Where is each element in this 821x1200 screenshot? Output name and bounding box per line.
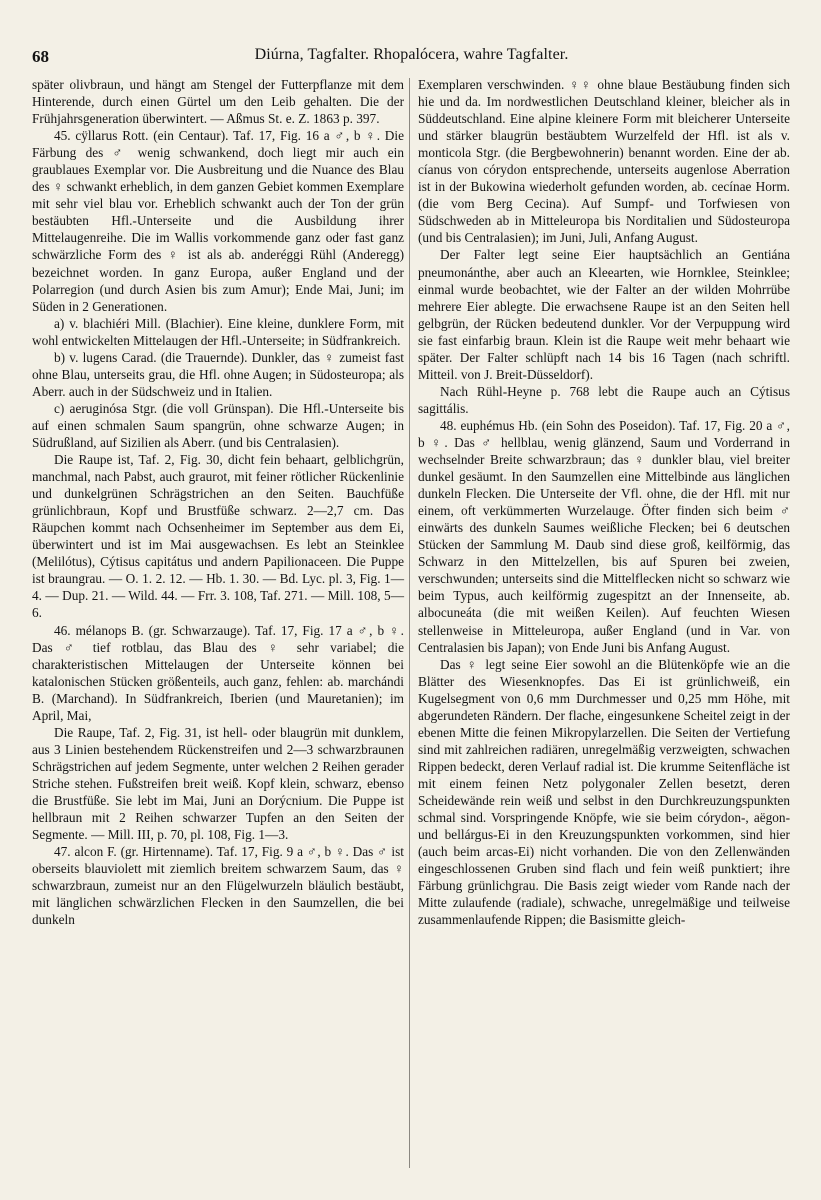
column-divider (409, 78, 410, 1168)
species-entry-melanops: 46. mélanops B. (gr. Schwarzauge). Taf. 17, Fig. 17 a ♂, b ♀. Das ♂ tief rotblau, das Blau des ♀ sehr variabel; die charakteristischen Mittelaugen der Unterseite können bei katalonischen Stücken größenteils, auch ganz, fehlen: ab. marchándi B. (Marchand). In Südfrankreich, Iberien (und Mauretanien); im April, Mai, (32, 622, 404, 723)
paragraph: später olivbraun, und hängt am Stengel der Futterpflanze mit dem Hinterende, durch einen Gürtel um den Leib gehalten. Die der Frühjahrsgeneration überwintert. — Aßmus St. e. Z. 1863 p. 397. (32, 77, 404, 127)
left-column (32, 76, 404, 928)
variety-entry-aeruginosa: c) aeruginósa Stgr. (die voll Grünspan). Die Hfl.-Unterseite bis auf einen schmalen Saum spangrün, ohne schwarze Augen; in Südrußland, auf Sizilien als Aberr. (und bis Centralasien). (32, 400, 404, 450)
running-head: Diúrna, Tagfalter. Rhopalócera, wahre Tagfalter. (254, 46, 569, 63)
paragraph: Nach Rühl-Heyne p. 768 lebt die Raupe auch an Cýtisus sagittális. (418, 383, 790, 416)
species-entry-cyllarus: 45. cÿllarus Rott. (ein Centaur). Taf. 17, Fig. 16 a ♂, b ♀. Die Färbung des ♂ wenig schwankend, doch liegt mir auch ein graublaues Exemplar vor. Die Ausbreitung und die Nuance des Blau des ♀ schwankt erheblich, in dem ganzen Gebiet kommen Exemplare mit sehr viel blau vor. Erheblich schwankt auch der Ton der grün bestäubten Hfl.-Unterseite und die Ausbildung ihrer Mittelaugenreihe. Die im Wallis vorkommende ganz oder fast ganz schwärzliche Form des ♀ ist als ab. anderéggi Rühl (Anderegg) bezeichnet worden. In ganz Europa, außer England und der Polarregion (und durch Asien bis zum Amur); Ende Mai, Juni; im Süden in 2 Generationen. (32, 128, 404, 314)
variety-entry-lugens: b) v. lugens Carad. (die Trauernde). Dunkler, das ♀ zumeist fast ohne Blau, unterseits grau, die Hfl. ohne Augen; in Südosteuropa; als Aberr. auch in der Südschweiz und in Italien. (32, 349, 404, 399)
egg-description: Das ♀ legt seine Eier sowohl an die Blütenköpfe wie an die Blätter des Wiesenknopfes. Das Ei ist grünlichweiß, ein Kugelsegment von 0,6 mm Durchmesser und 0,25 mm Höhe, mit abgerundeten Rändern. Der flache, eingesunkene Scheitel zeigt in der ebenen Mitte die feinen Mikropylarzellen. Die Seiten der Vertiefung sind mit zahlreichen radiären, unregelmäßig verzweigten, schwachen Rippen bedeckt, deren Verlauf radial ist. Die krumme Seitenfläche ist mit einem feinen Netz polygonaler Zellen besetzt, deren Scheidewände rein weiß und selbst in den Durchkreuzungspunkten schmal sind. Vorspringende Knöpfe, wie sie beim córydon-, aëgon- und bellárgus-Ei in den Kreuzungspunkten vorkommen, sind hier (auch beim arcas-Ei) nicht vorhanden. Die von den Zellenwänden eingeschlossenen Gruben sind flach und fein weiß punktiert; ihre Färbung grünlichgrau. Die Basis zeigt wieder vom Rande nach der Mitte zulaufende (radiale), schwache, unregelmäßige und teilweise zusammenlaufende Rippen; die Basismitte gleich- (418, 656, 790, 928)
larva-description: Die Raupe ist, Taf. 2, Fig. 30, dicht fein behaart, gelblichgrün, manchmal, nach Pabst, auch graurot, mit feiner rötlicher Rückenlinie und dunkelgrünen Schrägstrichen an den Seiten. Bauchfüße grünlichbraun, Kopf und Brustfüße schwarz. 2—2,7 cm. Das Räupchen kommt nach Ochsenheimer im September aus dem Ei, überwintert und ist im Mai ausgewachsen. Es lebt an Steinklee (Melilótus), Cýtisus capitátus und andern Papilionaceen. Die Puppe ist braungrau. — O. 1. 2. 12. — Hb. 1. 30. — Bd. Lyc. pl. 3, Fig. 1—4. — Dup. 21. — Wild. 44. — Frr. 3. 108, Taf. 271. — Mill. 108, 5—6. (32, 452, 404, 621)
species-entry-alcon: 47. alcon F. (gr. Hirtenname). Taf. 17, Fig. 9 a ♂, b ♀. Das ♂ ist oberseits blauviolett mit ziemlich breitem schwarzem Saum, das ♀ schwarzbraun, zumeist nur an den Flügelwurzeln bläulich bestäubt, mit länglichen schwärzlichen Flecken in den Saumzellen, die bei dunkeln (32, 844, 404, 928)
paragraph: Der Falter legt seine Eier hauptsächlich an Gentiána pneumonánthe, aber auch an Kleearten, wie Hornklee, Steinklee; einmal wurde beobachtet, wie der Falter an der wilden Mohrrübe mehrere Eier ablegte. Die erwachsene Raupe ist an den Seiten hell gelbgrün, der Rücken bedeutend dunkler. Vor der Verpuppung wird sie fast einfarbig braun. Klein ist die Raupe weit mehr behaart wie später. Der Falter schlüpft nach 14 bis 16 Tagen (nach schriftl. Mitteil. von J. Breit-Düsseldorf). (418, 247, 790, 382)
larva-description: Die Raupe, Taf. 2, Fig. 31, ist hell- oder blaugrün mit dunklem, aus 3 Linien bestehendem Rückenstreifen und 2—3 schwarzbraunen Schrägstrichen auf jedem Segmente, unter welchen 2 Reihen gerader Striche stehen. Fußstreifen breit weiß. Kopf klein, schwarz, ebenso die Brustfüße. Sie lebt im Mai, Juni an Dorýcnium. Die Puppe ist hellbraun mit 2 Reihen schwarzer Tupfen an den Seiten der Segmente. — Mill. III, p. 70, pl. 108, Fig. 1—3. (32, 724, 404, 843)
variety-entry-blachieri: a) v. blachiéri Mill. (Blachier). Eine kleine, dunklere Form, mit wohl entwickelten Mittelaugen der Hfl.-Unterseite; in Südfrankreich. (32, 315, 404, 348)
page-header (32, 44, 791, 70)
species-entry-euphemus: 48. euphémus Hb. (ein Sohn des Poseidon). Taf. 17, Fig. 20 a ♂, b ♀. Das ♂ hellblau, wenig glänzend, Saum und Vorderrand in wechselnder Breite schwarzbraun; das ♀ dunkler blau, viel breiter dunkel gesäumt. In den Saumzellen eine Mittelbinde aus länglichen dunkeln Flecken. Die Unterseite der Vfl. ohne, die der Hfl. mit nur einem, oft verkümmerten Wurzelauge. Öfter finden sich beim ♂ einwärts des dunkeln Saumes weißliche Flecken; bei 6 deutschen Stücken der Sammlung M. Daub sind diese groß, keilförmig, das Schwarz in den Mittelzellen, bis auf Spuren bei zweien, verschwunden; unterseits sind die Mittelflecken nicht so schwarz wie beim Typus, auch keilförmig zugespitzt an der Innenseite, ab. albocuneáta (die mit weißen Keilen). Auf feuchten Wiesen stellenweise in Mitteleuropa, außer England (und in Var. von Centralasien bis Japan); von Ende Juni bis Anfang August. (418, 417, 790, 655)
right-column (418, 76, 790, 928)
page-number: 68 (32, 47, 49, 66)
paragraph: Exemplaren verschwinden. ♀♀ ohne blaue Bestäubung finden sich hie und da. Im nordwestlichen Deutschland kleiner, bleicher als in Süddeutschland. Eine alpine kleinere Form mit bleicherer Unterseite und stärker blaugrün bestäubtem Wurzelfeld der Hfl. ist als v. monticola Stgr. (die Bergbewohnerin) benannt worden. Eine der ab. cíanus von córydon entsprechende, unterseits augenlose Aberration ist in der Bukowina wiederholt gefunden worden, ab. cecínae Horm. (die vom Berg Cecina). Auf Sumpf- und Torfwiesen von Südschweden ab in Mitteleuropa bis Norditalien und Südosteuropa (und bis Centralasien); im Juni, Juli, Anfang August. (418, 77, 790, 246)
